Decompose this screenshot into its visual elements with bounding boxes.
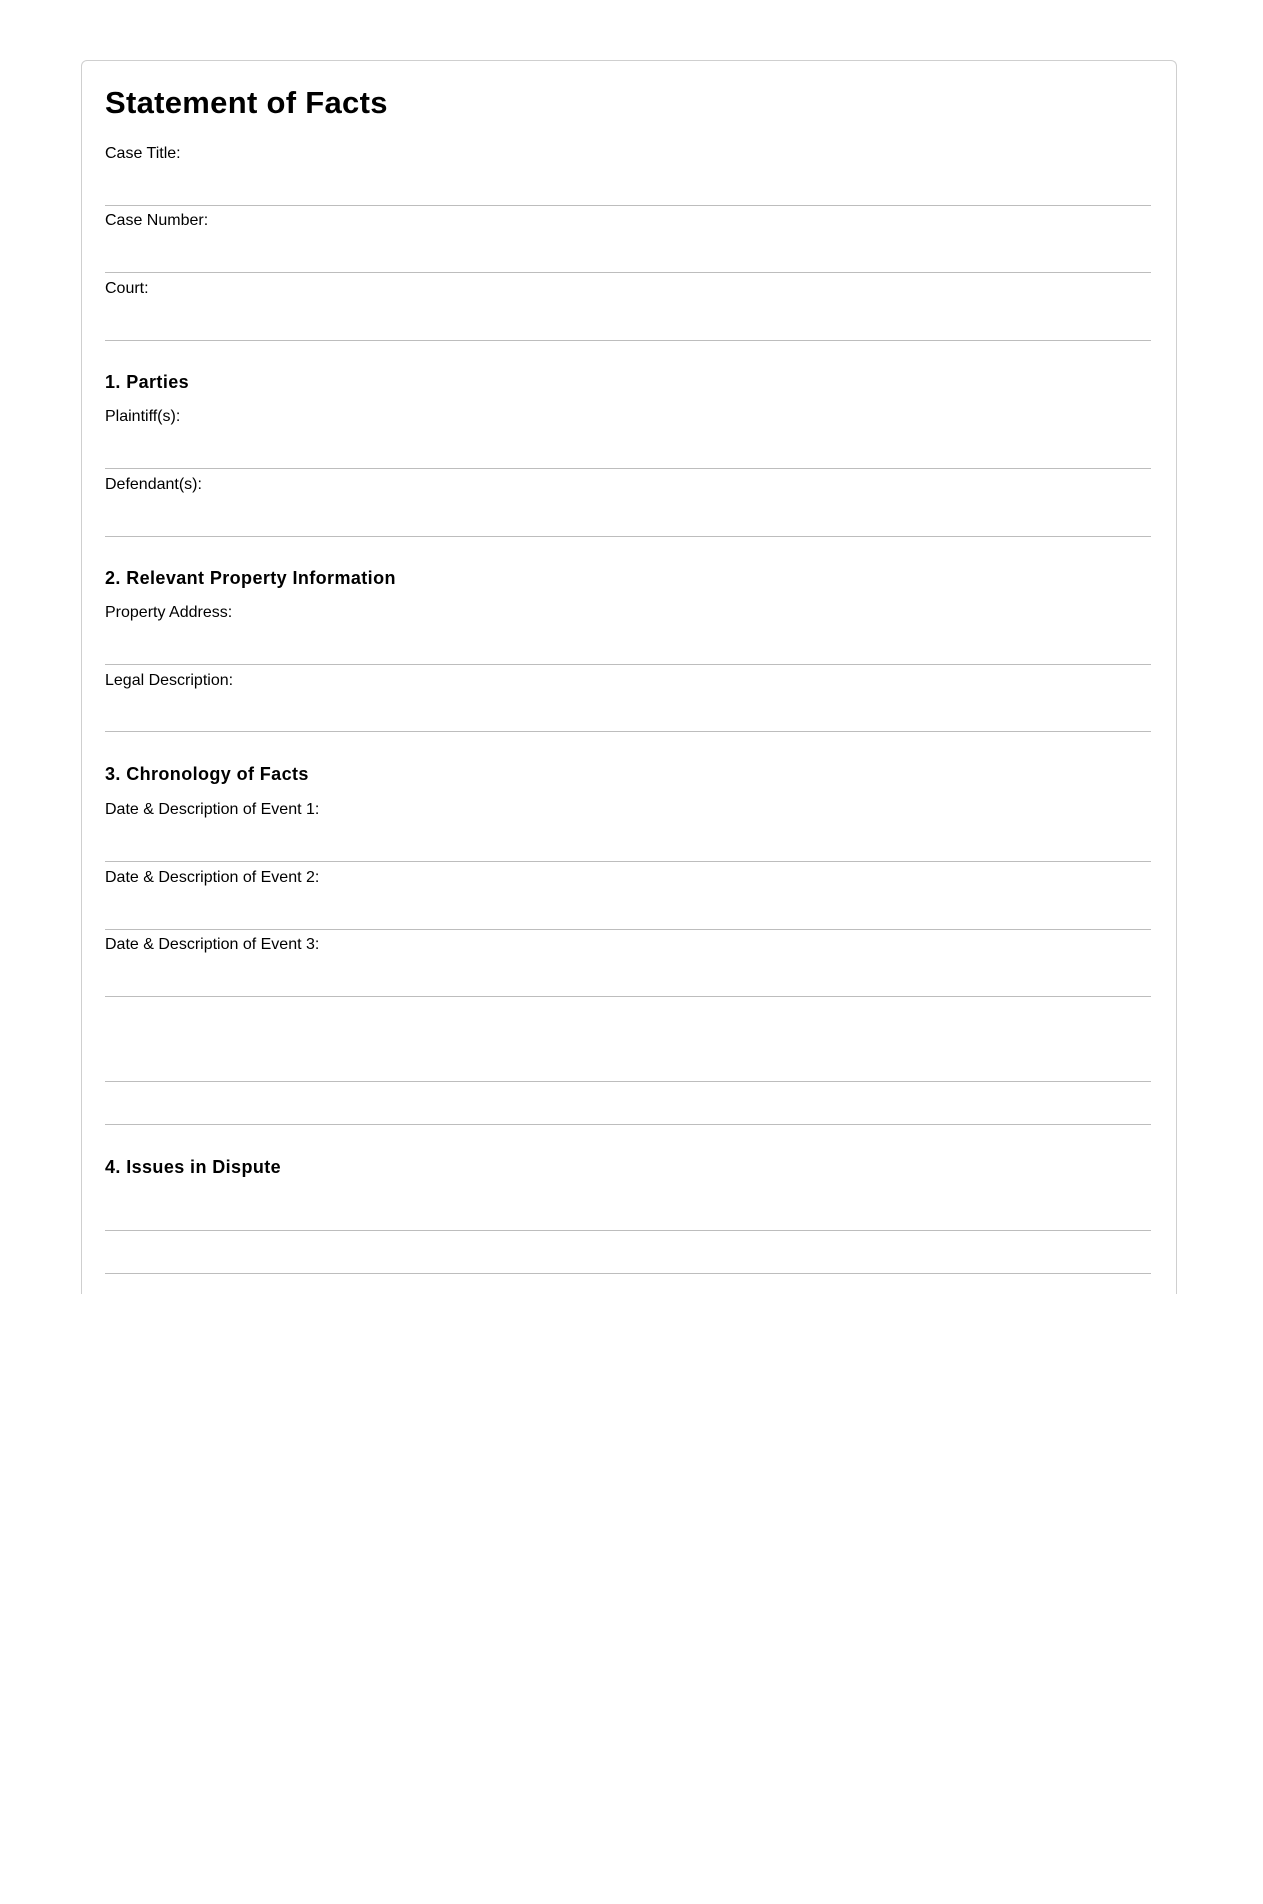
chronology-extra-line[interactable]	[105, 1081, 1151, 1082]
property-address-label: Property Address:	[105, 604, 233, 621]
section-heading-chronology: 3. Chronology of Facts	[105, 764, 309, 784]
case-title-label: Case Title:	[105, 145, 181, 162]
issues-input-line[interactable]	[105, 1273, 1151, 1274]
event-3-label: Date & Description of Event 3:	[105, 936, 320, 953]
case-title-input-line[interactable]	[105, 205, 1151, 206]
event-2-input-line[interactable]	[105, 929, 1151, 930]
event-1-label: Date & Description of Event 1:	[105, 801, 320, 818]
page-blank-area	[0, 1294, 1263, 1904]
section-heading-issues: 4. Issues in Dispute	[105, 1157, 282, 1177]
event-1-input-line[interactable]	[105, 861, 1151, 862]
property-address-input-line[interactable]	[105, 664, 1151, 665]
court-input-line[interactable]	[105, 340, 1151, 341]
plaintiffs-label: Plaintiff(s):	[105, 408, 181, 425]
plaintiffs-input-line[interactable]	[105, 468, 1151, 469]
chronology-extra-line[interactable]	[105, 1124, 1151, 1125]
page-title: Statement of Facts	[105, 85, 388, 120]
event-3-input-line[interactable]	[105, 996, 1151, 997]
event-2-label: Date & Description of Event 2:	[105, 869, 320, 886]
defendants-label: Defendant(s):	[105, 476, 202, 493]
section-heading-parties: 1. Parties	[105, 372, 190, 392]
case-number-input-line[interactable]	[105, 272, 1151, 273]
legal-description-input-line[interactable]	[105, 731, 1151, 732]
issues-input-line[interactable]	[105, 1230, 1151, 1231]
section-heading-property: 2. Relevant Property Information	[105, 568, 396, 588]
legal-description-label: Legal Description:	[105, 672, 234, 689]
form-card	[81, 60, 1177, 1301]
defendants-input-line[interactable]	[105, 536, 1151, 537]
case-number-label: Case Number:	[105, 212, 209, 229]
court-label: Court:	[105, 280, 149, 297]
